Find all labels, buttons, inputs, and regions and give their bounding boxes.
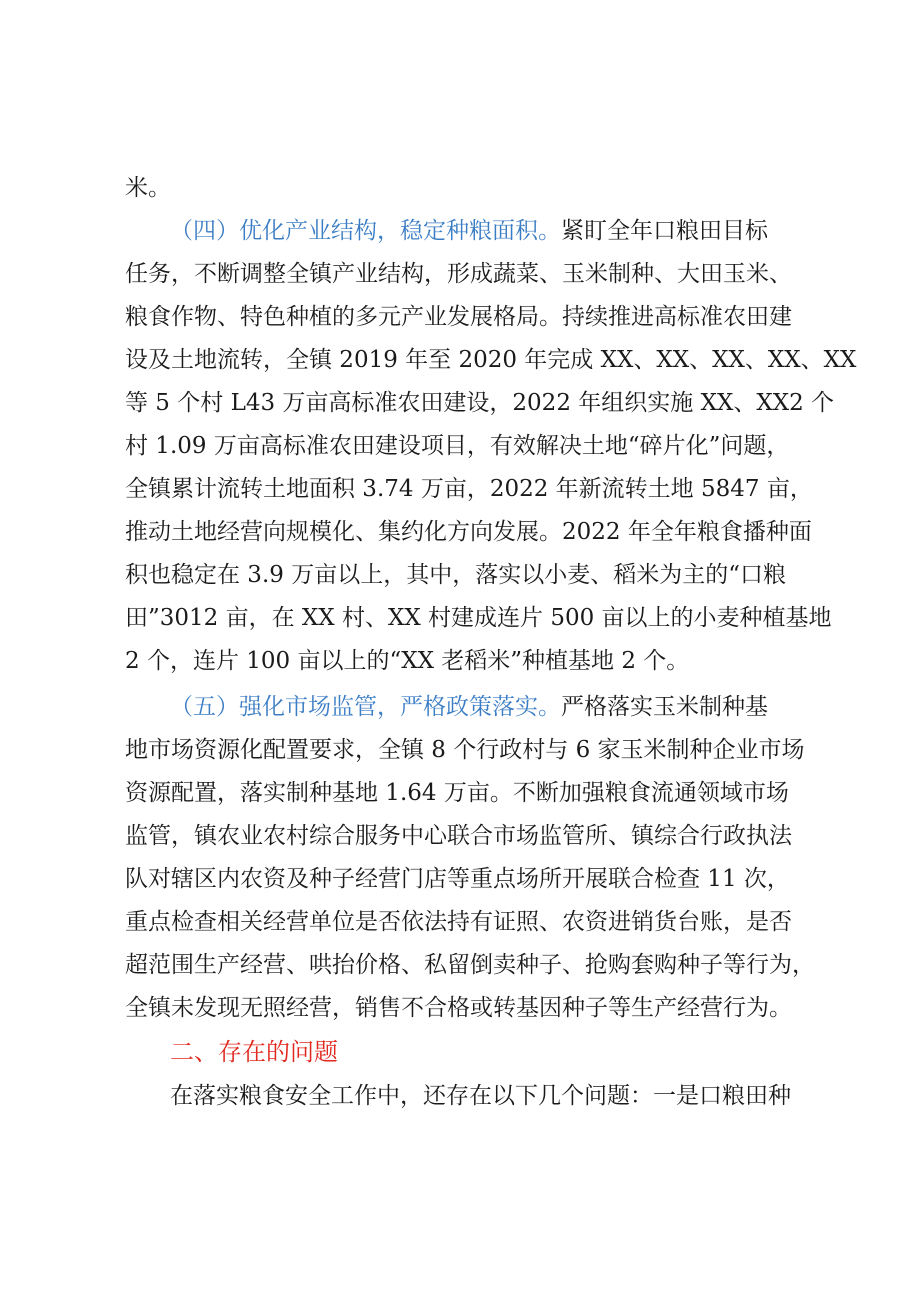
paragraph-line: 监管，镇农业农村综合服务中心联合市场监管所、镇综合行政执法: [125, 823, 792, 849]
paragraph-line: 村 1.09 万亩高标准农田建设项目，有效解决土地“碎片化”问题，: [125, 433, 790, 459]
paragraph-line: 重点检查相关经营单位是否依法持有证照、农资进销货台账，是否: [125, 909, 792, 935]
paragraph-line: 在落实粮食安全工作中，还存在以下几个问题：一是口粮田种: [170, 1083, 791, 1109]
paragraph-line: 田”3012 亩，在 XX 村、XX 村建成连片 500 亩以上的小麦种植基地: [125, 605, 832, 631]
paragraph-line: 设及土地流转，全镇 2019 年至 2020 年完成 XX、XX、XX、XX、XX: [125, 347, 857, 373]
paragraph-line: 全镇未发现无照经营，销售不合格或转基因种子等生产经营行为。: [125, 995, 792, 1021]
paragraph-line: 队对辖区内农资及种子经营门店等重点场所开展联合检查 11 次，: [125, 866, 790, 892]
paragraph-line: 任务，不断调整全镇产业结构，形成蔬菜、玉米制种、大田玉米、: [125, 261, 792, 287]
paragraph-line: [170, 216, 768, 246]
section-heading: 二、存在的问题: [170, 1038, 338, 1066]
paragraph-line: 米。: [125, 175, 171, 201]
paragraph-line: 地市场资源化配置要求，全镇 8 个行政村与 6 家玉米制种企业市场: [125, 737, 805, 763]
paragraph-line: 粮食作物、特色种植的多元产业发展格局。持续推进高标准农田建: [125, 304, 792, 330]
paragraph-line: 积也稳定在 3.9 万亩以上，其中，落实以小麦、稻米为主的“口粮: [125, 562, 786, 588]
paragraph-line: 2 个，连片 100 亩以上的“XX 老稻米”种植基地 2 个。: [125, 648, 690, 674]
paragraph-line: 资源配置，落实制种基地 1.64 万亩。不断加强粮食流通领域市场: [125, 780, 789, 806]
paragraph-line: 推动土地经营向规模化、集约化方向发展。2022 年全年粮食播种面: [125, 519, 812, 545]
subheading-four: （四）优化产业结构，稳定种粮面积。: [170, 218, 561, 244]
paragraph-line: 全镇累计流转土地面积 3.74 万亩，2022 年新流转土地 5847 亩，: [125, 476, 813, 502]
paragraph-line: 超范围生产经营、哄抬价格、私留倒卖种子、抢购套购种子等行为，: [125, 952, 815, 978]
paragraph-text: 紧盯全年口粮田目标: [561, 218, 768, 244]
paragraph-line: [170, 692, 768, 722]
paragraph-text: 严格落实玉米制种基: [561, 694, 768, 720]
paragraph-line: 等 5 个村 L43 万亩高标准农田建设，2022 年组织实施 XX、XX2 个: [125, 390, 835, 416]
subheading-five: （五）强化市场监管，严格政策落实。: [170, 694, 561, 720]
